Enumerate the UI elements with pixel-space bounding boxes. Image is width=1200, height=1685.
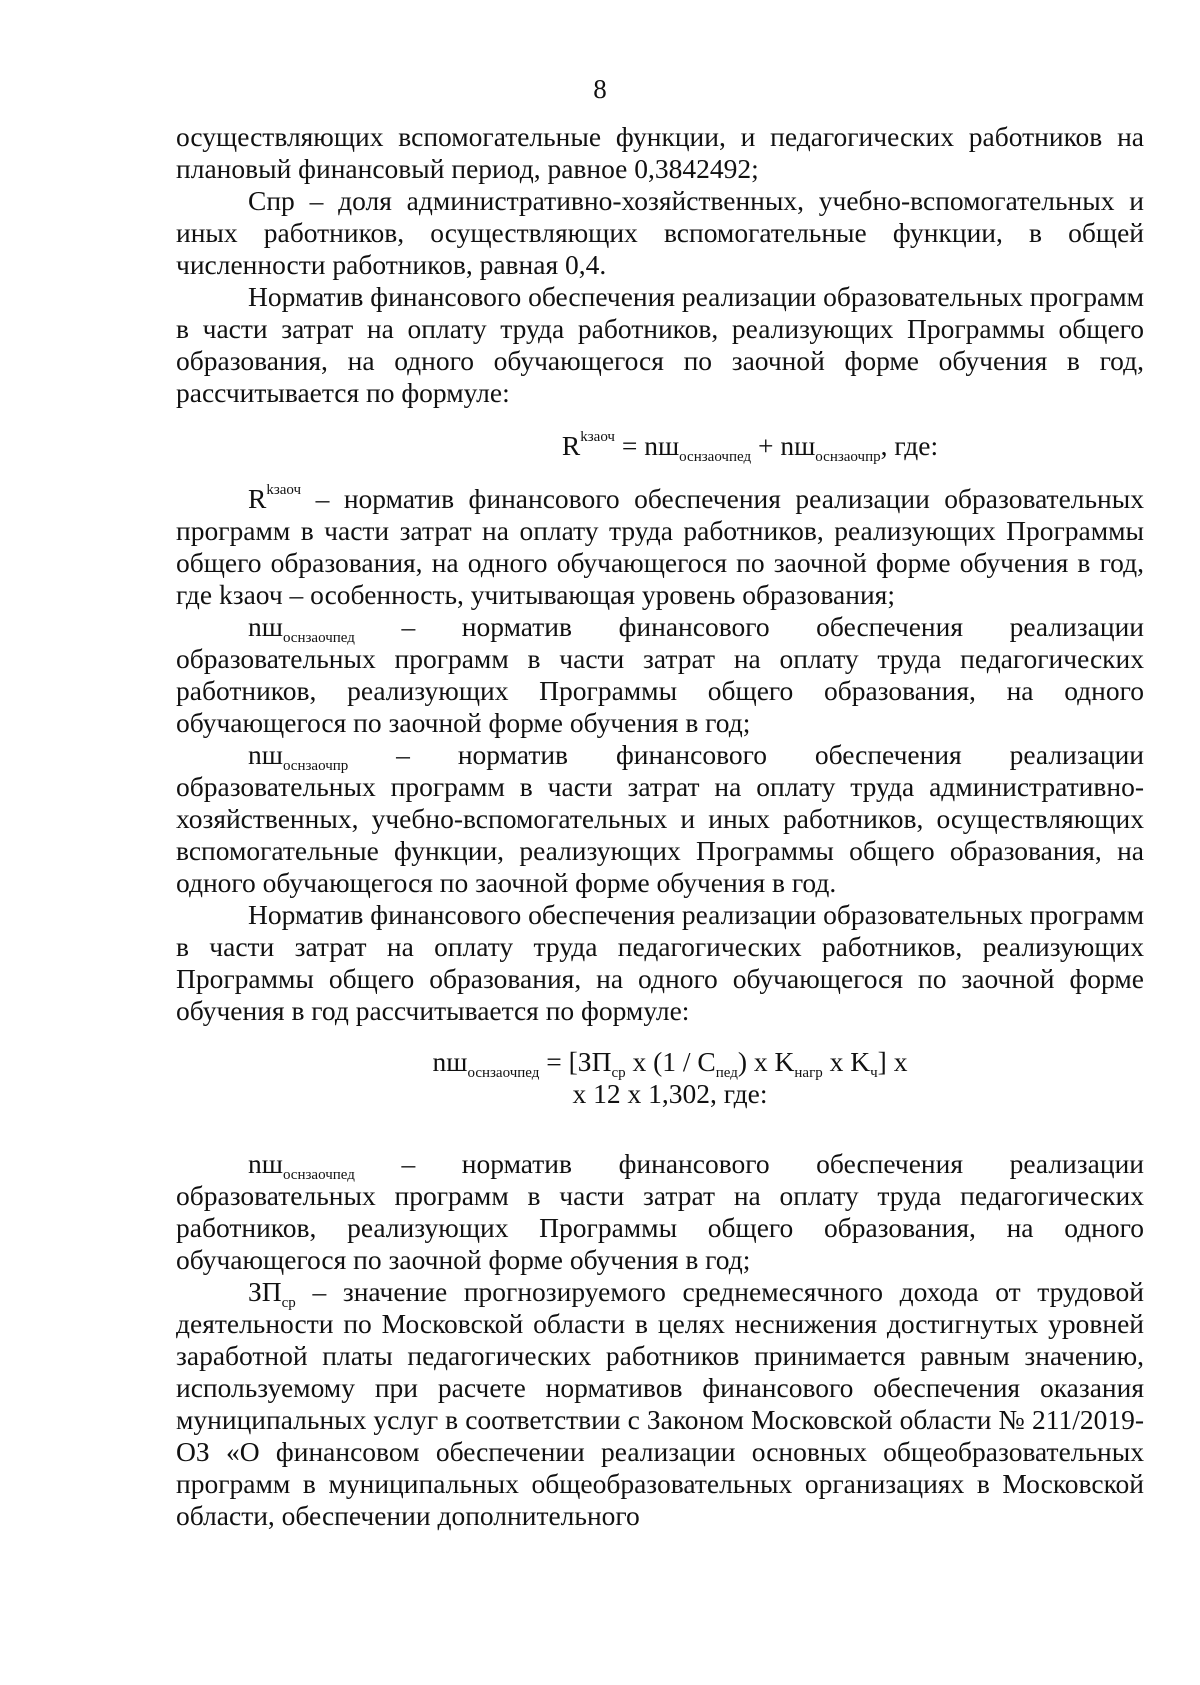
formula-symbol: = [ЗП [539, 1046, 612, 1077]
definition-text: – значение прогнозируемого среднемесячного дохода от трудовой деятельности по Московской области в целях неснижения достигнутых уровней заработной платы педагогических работников принимается равным значению, используемому при расчете нормативов финансового обеспечения оказания муниципальных услуг в соответствии с Законом Московской области № 211/2019-ОЗ «О финансовом обеспечении реализации основных общеобразовательных программ в муниципальных общеобразовательных организациях в Московской области, обеспечении дополнительного [176, 1276, 1144, 1531]
definition-subscript: ср [281, 1295, 296, 1311]
formula-symbol: ] x [877, 1046, 908, 1077]
formula-symbol: nш [432, 1046, 468, 1077]
formula-nsh-ped-line2: x 12 x 1,302, где: [572, 1078, 768, 1109]
page-number: 8 [593, 74, 607, 104]
formula-subscript: оснзаочпед [467, 1065, 540, 1081]
definition-zp-sr [176, 1276, 1144, 1532]
formula-symbol: = nш [614, 430, 680, 461]
definition-rkzaoch [176, 483, 1144, 611]
formula-superscript: kзаоч [580, 429, 615, 445]
paragraph-normative-intro: Норматив финансового обеспечения реализации образовательных программ в части затрат на оплату труда работников, реализующих Программы общего образования, на одного обучающегося по заочной форме обучения в год, рассчитывается по формуле: [176, 281, 1144, 408]
definition-symbol: nш [248, 739, 283, 770]
definition-text: – норматив финансового обеспечения реализации образовательных программ в части затрат на оплату труда работников, реализующих Программы общего образования, на одного обучающегося по заочной форме обучения в год, где kзаоч – особенность, учитывающая уровень образования; [176, 483, 1144, 610]
definition-superscript: kзаоч [266, 482, 302, 498]
formula-subscript: пед [715, 1065, 738, 1081]
formula-subscript: оснзаочпр [815, 449, 881, 465]
formula-subscript: ч [870, 1065, 878, 1081]
definition-symbol: nш [248, 1148, 283, 1179]
formula-nsh-ped-line1 [176, 1046, 1144, 1081]
definition-subscript: оснзаочпед [282, 1167, 355, 1183]
formula-symbol: ) x K [737, 1046, 795, 1077]
definition-text: – норматив финансового обеспечения реализации образовательных программ в части затрат на оплату труда педагогических работников, реализующих Программы общего образования, на одного обучающегося по заочной форме обучения в год; [176, 1148, 1144, 1275]
definition-symbol: R [248, 483, 267, 514]
formula-symbol: x K [822, 1046, 871, 1077]
definition-text: – норматив финансового обеспечения реализации образовательных программ в части затрат на оплату труда педагогических работников, реализующих Программы общего образования, на одного обучающегося по заочной форме обучения в год; [176, 611, 1144, 738]
formula-symbol: , где: [880, 430, 939, 461]
definition-symbol: nш [248, 611, 283, 642]
formula-symbol: x (1 / С [625, 1046, 716, 1077]
formula-symbol: R [561, 430, 581, 461]
paragraph-spr-definition: Спр – доля административно-хозяйственных, учебно-вспомогательных и иных работников, осуществляющих вспомогательные функции, в общей численности работников, равная 0,4. [176, 185, 1144, 280]
definition-subscript: оснзаочпр [282, 758, 349, 774]
formula-rkzaoch [176, 429, 1144, 465]
definition-nsh-ped [176, 611, 1144, 739]
definition-symbol: ЗП [248, 1276, 282, 1307]
definition-nsh-pr [176, 739, 1144, 899]
definition-subscript: оснзаочпед [282, 630, 355, 646]
paragraph-normative-ped-intro: Норматив финансового обеспечения реализации образовательных программ в части затрат на оплату труда педагогических работников, реализующих Программы общего образования, на одного обучающегося по заочной форме обучения в год рассчитывается по формуле: [176, 899, 1144, 1026]
paragraph-continuation: осуществляющих вспомогательные функции, и педагогических работников на плановый финансовый период, равное 0,3842492; [176, 121, 1144, 184]
formula-subscript: оснзаочпед [679, 449, 752, 465]
definition-nsh-ped-2 [176, 1148, 1144, 1276]
formula-subscript: нагр [794, 1065, 823, 1081]
document-body [176, 121, 1144, 1532]
definition-text: – норматив финансового обеспечения реализации образовательных программ в части затрат на оплату труда административно-хозяйственных, учебно-вспомогательных и иных работников, осуществляющих вспомогательные функции, реализующих Программы общего образования, на одного обучающегося по заочной форме обучения в год. [176, 739, 1144, 898]
formula-subscript: ср [611, 1065, 626, 1081]
formula-symbol: + nш [751, 430, 816, 461]
